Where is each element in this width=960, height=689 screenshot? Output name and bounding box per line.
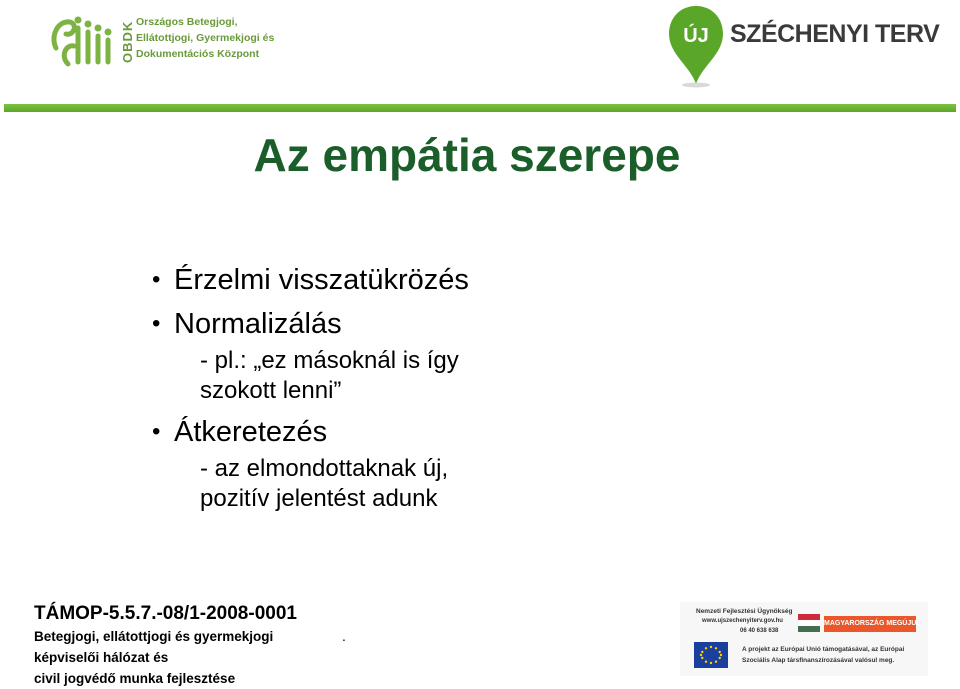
slide-body [152,258,672,514]
eu-support-text [742,644,904,666]
eu-text-line: Szociális Alap társfinanszírozásával valósul meg. [742,657,895,664]
obdk-name [136,14,274,62]
hungarian-flag-icon [798,614,820,632]
eu-text-line: A projekt az Európai Unió támogatásával, az Európai [742,646,905,653]
nfu-web: www.ujszechenyiterv.gov.hu [702,618,783,624]
footer-line: Betegjogi, ellátottjogi és gyermekjogi [34,629,274,644]
footer-line: civil jogvédő munka fejlesztése [34,671,236,686]
szechenyi-terv-logo [666,4,940,88]
obdk-line-1: Országos Betegjogi, [136,16,238,28]
megujul-banner: MAGYARORSZÁG MEGÚJUL [824,616,916,632]
obdk-line-2: Ellátottjogi, Gyermekjogi és [136,32,275,44]
bullet-item: • Érzelmi visszatükrözés [152,258,672,302]
bullet-subtext: szokott lenni” [200,377,342,404]
bullet-subtext: pozitív jelentést adunk [200,485,438,512]
obdk-swirl-icon [48,10,118,72]
nfu-agency: Nemzeti Fejlesztési Ügynökség [696,608,793,615]
map-pin-icon [666,4,726,88]
szechenyi-terv-text: SZÉCHENYI TERV [730,20,940,48]
project-code: TÁMOP-5.5.7.-08/1-2008-0001 [34,603,297,624]
nfu-phone: 06 40 638 638 [740,628,779,634]
footer [34,602,297,689]
slide-title: Az empátia szerepe [253,129,681,181]
obdk-logo [48,10,278,76]
bullet-item: • Átkeretezés [152,410,672,454]
nfu-eu-logo [680,602,928,676]
pin-text: ÚJ [683,25,709,47]
eu-flag-icon [694,642,728,668]
obdk-vertical-text: OBDK [120,20,135,64]
obdk-line-3: Dokumentációs Központ [136,48,260,60]
footer-dot: . [342,628,346,644]
bullet-subtext: - pl.: „ez másoknál is így [200,347,459,374]
header-divider [4,104,956,112]
bullet-item: • Normalizálás [152,302,672,346]
bullet-subtext: - az elmondottaknak új, [200,455,449,482]
footer-line: képviselői hálózat és [34,650,169,665]
